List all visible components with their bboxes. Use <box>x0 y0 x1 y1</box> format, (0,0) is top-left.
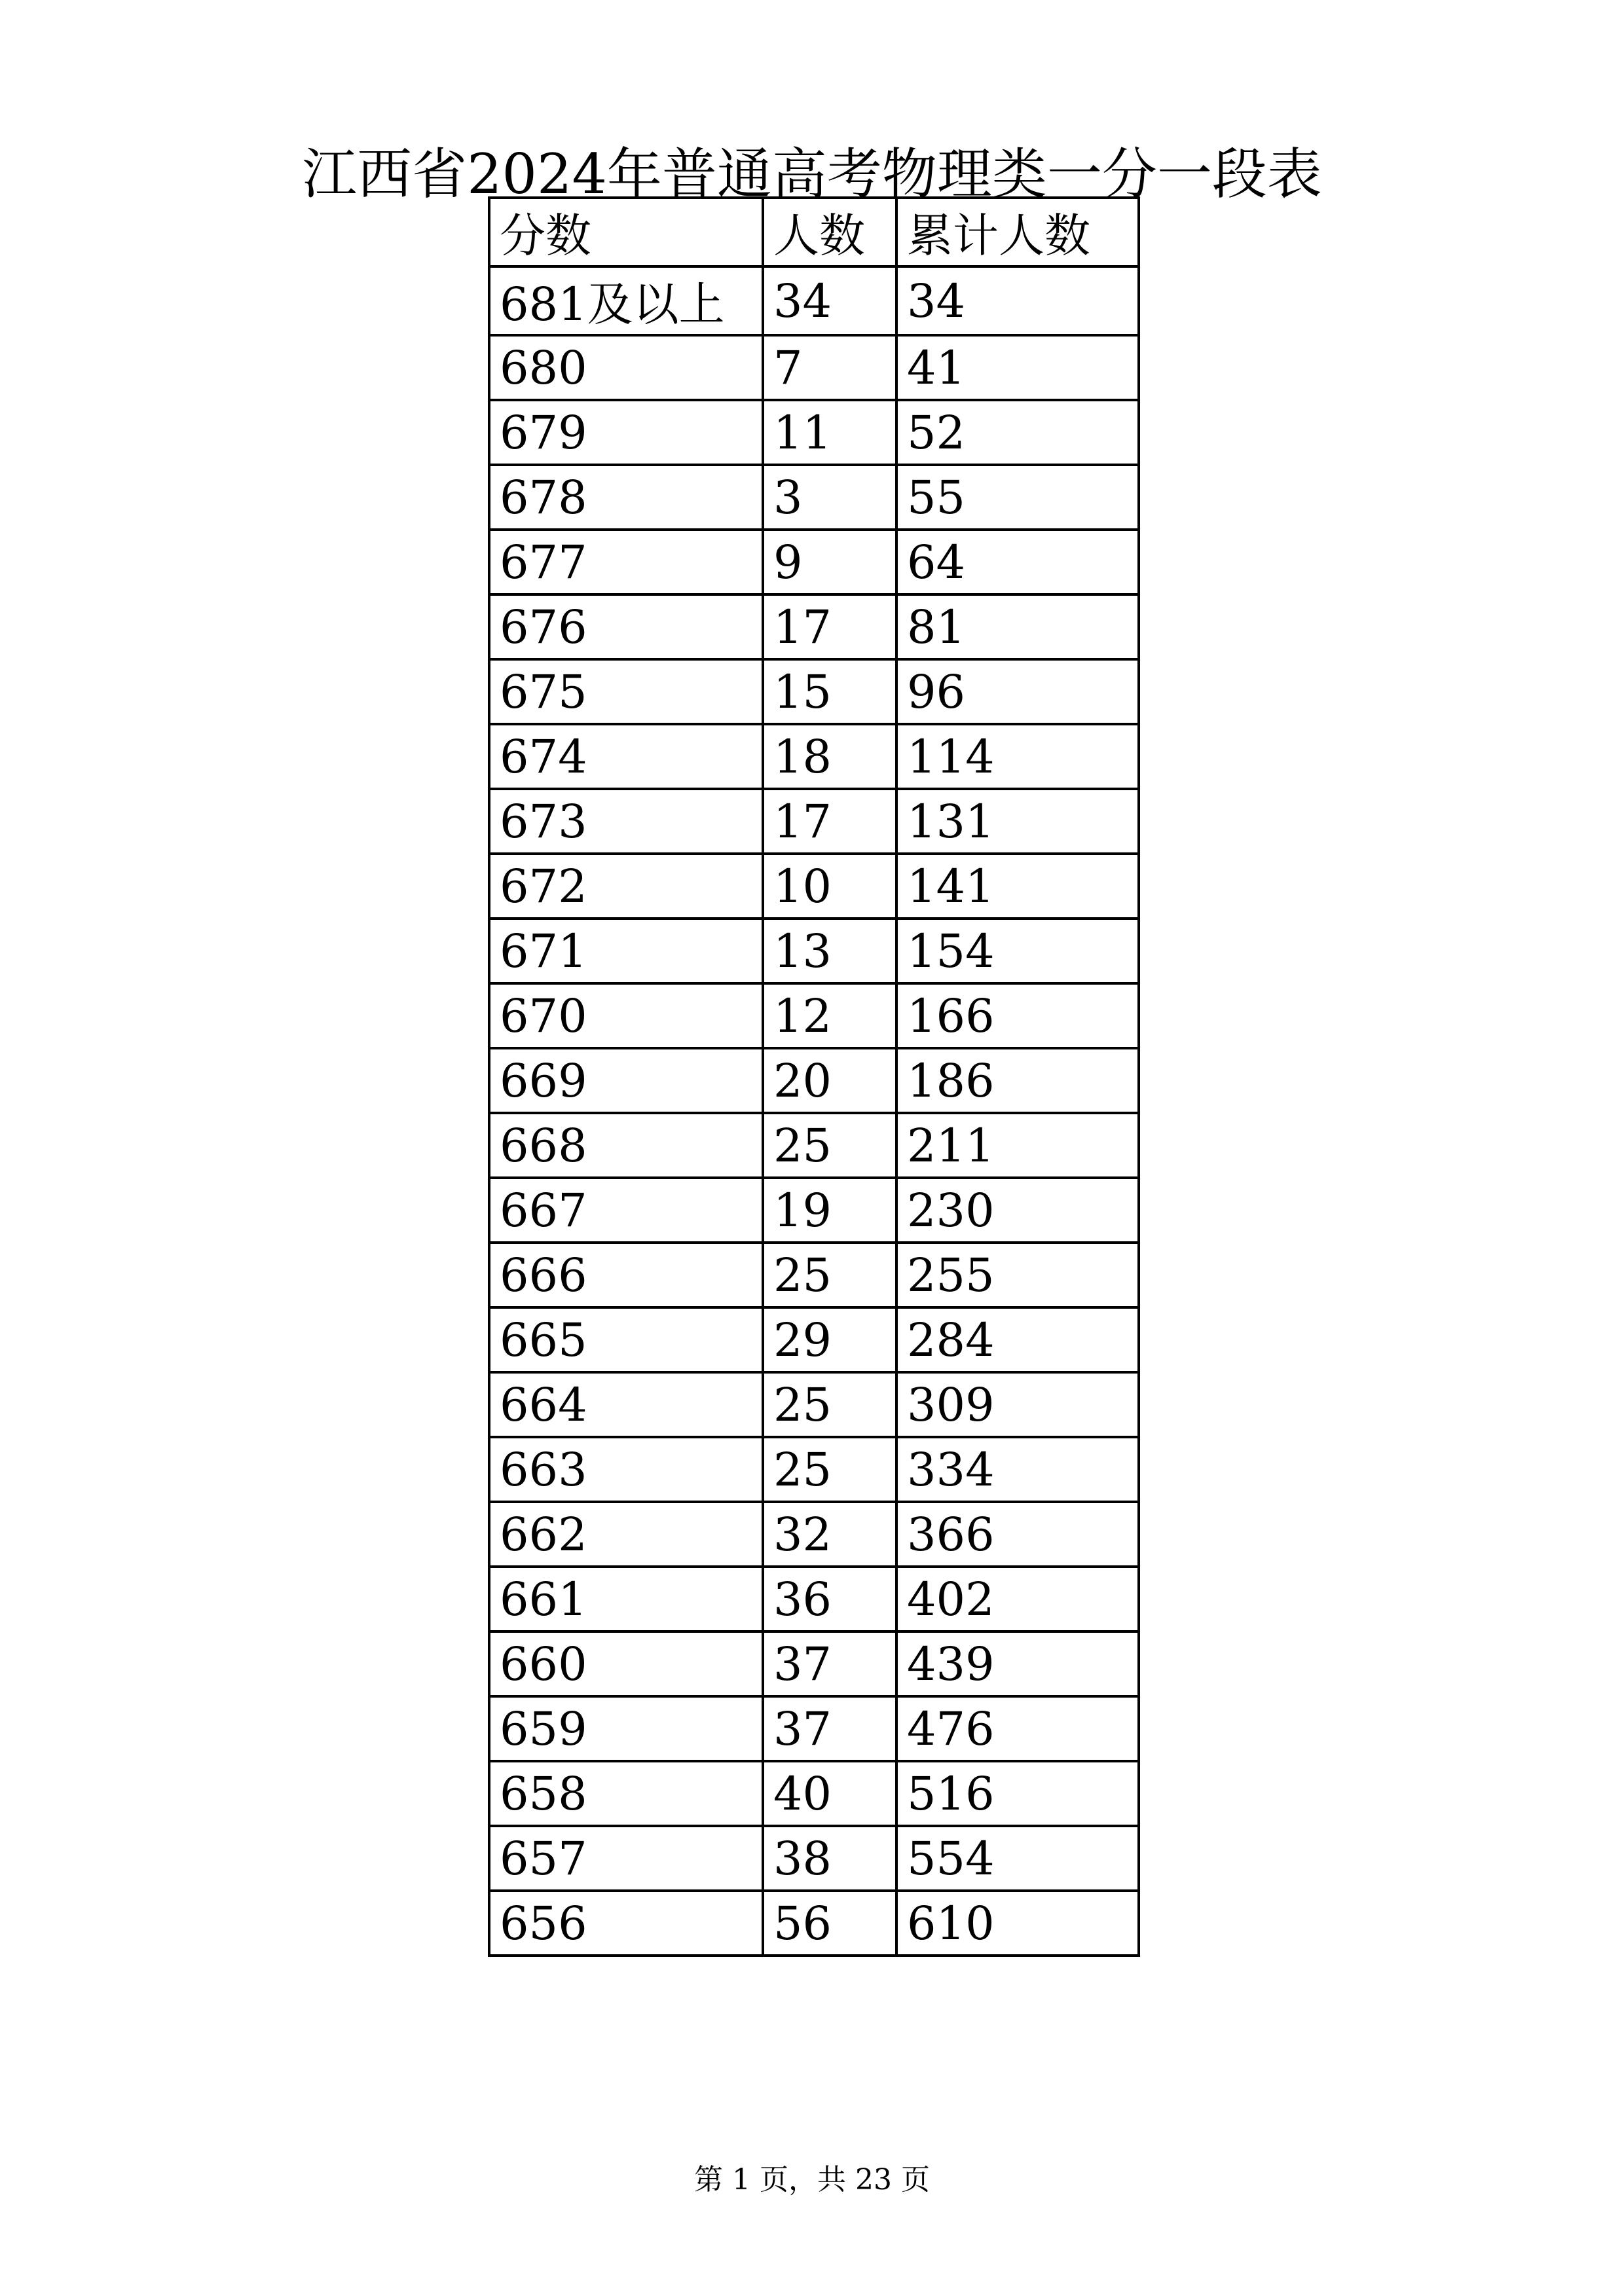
score-table <box>488 196 1140 1957</box>
cell-count: 25 <box>763 1437 896 1502</box>
cell-score: 663 <box>489 1437 763 1502</box>
cell-count: 25 <box>763 1113 896 1178</box>
cell-count: 36 <box>763 1567 896 1631</box>
cell-score: 681及以上 <box>489 266 763 335</box>
cell-score: 675 <box>489 659 763 724</box>
cell-score: 673 <box>489 789 763 854</box>
cell-cumulative: 41 <box>896 335 1139 400</box>
table-row <box>489 983 1139 1048</box>
cell-count: 40 <box>763 1761 896 1826</box>
cell-cumulative: 96 <box>896 659 1139 724</box>
cell-count: 25 <box>763 1372 896 1437</box>
cell-score: 661 <box>489 1567 763 1631</box>
cell-count: 37 <box>763 1696 896 1761</box>
cell-count: 37 <box>763 1631 896 1696</box>
cell-score: 671 <box>489 919 763 983</box>
cell-cumulative: 366 <box>896 1502 1139 1567</box>
table-row <box>489 1761 1139 1826</box>
cell-count: 11 <box>763 400 896 465</box>
page-footer: 第 1 页，共 23 页 <box>694 2163 930 2196</box>
cell-score: 669 <box>489 1048 763 1113</box>
cell-cumulative: 81 <box>896 594 1139 659</box>
table-row <box>489 1502 1139 1567</box>
cell-cumulative: 211 <box>896 1113 1139 1178</box>
cell-cumulative: 166 <box>896 983 1139 1048</box>
cell-count: 34 <box>763 266 896 335</box>
cell-score: 664 <box>489 1372 763 1437</box>
table-row <box>489 530 1139 594</box>
cell-cumulative: 186 <box>896 1048 1139 1113</box>
table-body <box>489 266 1139 1956</box>
cell-count: 18 <box>763 724 896 789</box>
table-row <box>489 266 1139 335</box>
cell-score: 660 <box>489 1631 763 1696</box>
cell-score: 656 <box>489 1891 763 1956</box>
table-row <box>489 465 1139 530</box>
cell-score: 674 <box>489 724 763 789</box>
cell-cumulative: 64 <box>896 530 1139 594</box>
cell-score: 659 <box>489 1696 763 1761</box>
cell-cumulative: 52 <box>896 400 1139 465</box>
cell-score: 666 <box>489 1243 763 1307</box>
cell-cumulative: 610 <box>896 1891 1139 1956</box>
cell-cumulative: 334 <box>896 1437 1139 1502</box>
cell-cumulative: 34 <box>896 266 1139 335</box>
cell-count: 19 <box>763 1178 896 1243</box>
table-row <box>489 854 1139 919</box>
cell-score: 672 <box>489 854 763 919</box>
table-row <box>489 1243 1139 1307</box>
page-title: 江西省2024年普通高考物理类一分一段表 <box>302 142 1322 207</box>
cell-cumulative: 476 <box>896 1696 1139 1761</box>
cell-count: 20 <box>763 1048 896 1113</box>
table-row <box>489 789 1139 854</box>
cell-count: 32 <box>763 1502 896 1567</box>
cell-cumulative: 554 <box>896 1826 1139 1891</box>
cell-score: 679 <box>489 400 763 465</box>
table-row <box>489 1372 1139 1437</box>
table-row <box>489 1307 1139 1372</box>
table-row <box>489 1048 1139 1113</box>
cell-cumulative: 154 <box>896 919 1139 983</box>
table-row <box>489 1437 1139 1502</box>
cell-cumulative: 255 <box>896 1243 1139 1307</box>
cell-count: 7 <box>763 335 896 400</box>
cell-count: 38 <box>763 1826 896 1891</box>
cell-cumulative: 114 <box>896 724 1139 789</box>
cell-cumulative: 131 <box>896 789 1139 854</box>
cell-count: 15 <box>763 659 896 724</box>
cell-cumulative: 230 <box>896 1178 1139 1243</box>
cell-score: 678 <box>489 465 763 530</box>
table-row <box>489 724 1139 789</box>
cell-score: 662 <box>489 1502 763 1567</box>
cell-count: 3 <box>763 465 896 530</box>
table-row <box>489 335 1139 400</box>
cell-score: 657 <box>489 1826 763 1891</box>
cell-score: 668 <box>489 1113 763 1178</box>
cell-cumulative: 284 <box>896 1307 1139 1372</box>
table-row <box>489 1567 1139 1631</box>
table-row <box>489 1631 1139 1696</box>
cell-cumulative: 141 <box>896 854 1139 919</box>
cell-count: 12 <box>763 983 896 1048</box>
cell-score: 658 <box>489 1761 763 1826</box>
table-row <box>489 659 1139 724</box>
cell-score: 677 <box>489 530 763 594</box>
cell-count: 56 <box>763 1891 896 1956</box>
cell-score: 667 <box>489 1178 763 1243</box>
table-row <box>489 1113 1139 1178</box>
cell-cumulative: 516 <box>896 1761 1139 1826</box>
cell-count: 17 <box>763 594 896 659</box>
table-row <box>489 1826 1139 1891</box>
table-row <box>489 1696 1139 1761</box>
table-row <box>489 400 1139 465</box>
cell-cumulative: 439 <box>896 1631 1139 1696</box>
cell-cumulative: 402 <box>896 1567 1139 1631</box>
cell-score: 676 <box>489 594 763 659</box>
cell-cumulative: 309 <box>896 1372 1139 1437</box>
cell-count: 13 <box>763 919 896 983</box>
header-score: 分数 <box>489 198 763 266</box>
cell-score: 680 <box>489 335 763 400</box>
cell-count: 10 <box>763 854 896 919</box>
table-row <box>489 594 1139 659</box>
cell-count: 25 <box>763 1243 896 1307</box>
header-cumulative: 累计人数 <box>896 198 1139 266</box>
cell-score: 670 <box>489 983 763 1048</box>
cell-count: 17 <box>763 789 896 854</box>
cell-cumulative: 55 <box>896 465 1139 530</box>
cell-count: 9 <box>763 530 896 594</box>
header-row <box>489 198 1139 266</box>
cell-count: 29 <box>763 1307 896 1372</box>
table-header <box>489 198 1139 266</box>
cell-score: 665 <box>489 1307 763 1372</box>
table-row <box>489 1891 1139 1956</box>
header-count: 人数 <box>763 198 896 266</box>
table-row <box>489 919 1139 983</box>
table-row <box>489 1178 1139 1243</box>
